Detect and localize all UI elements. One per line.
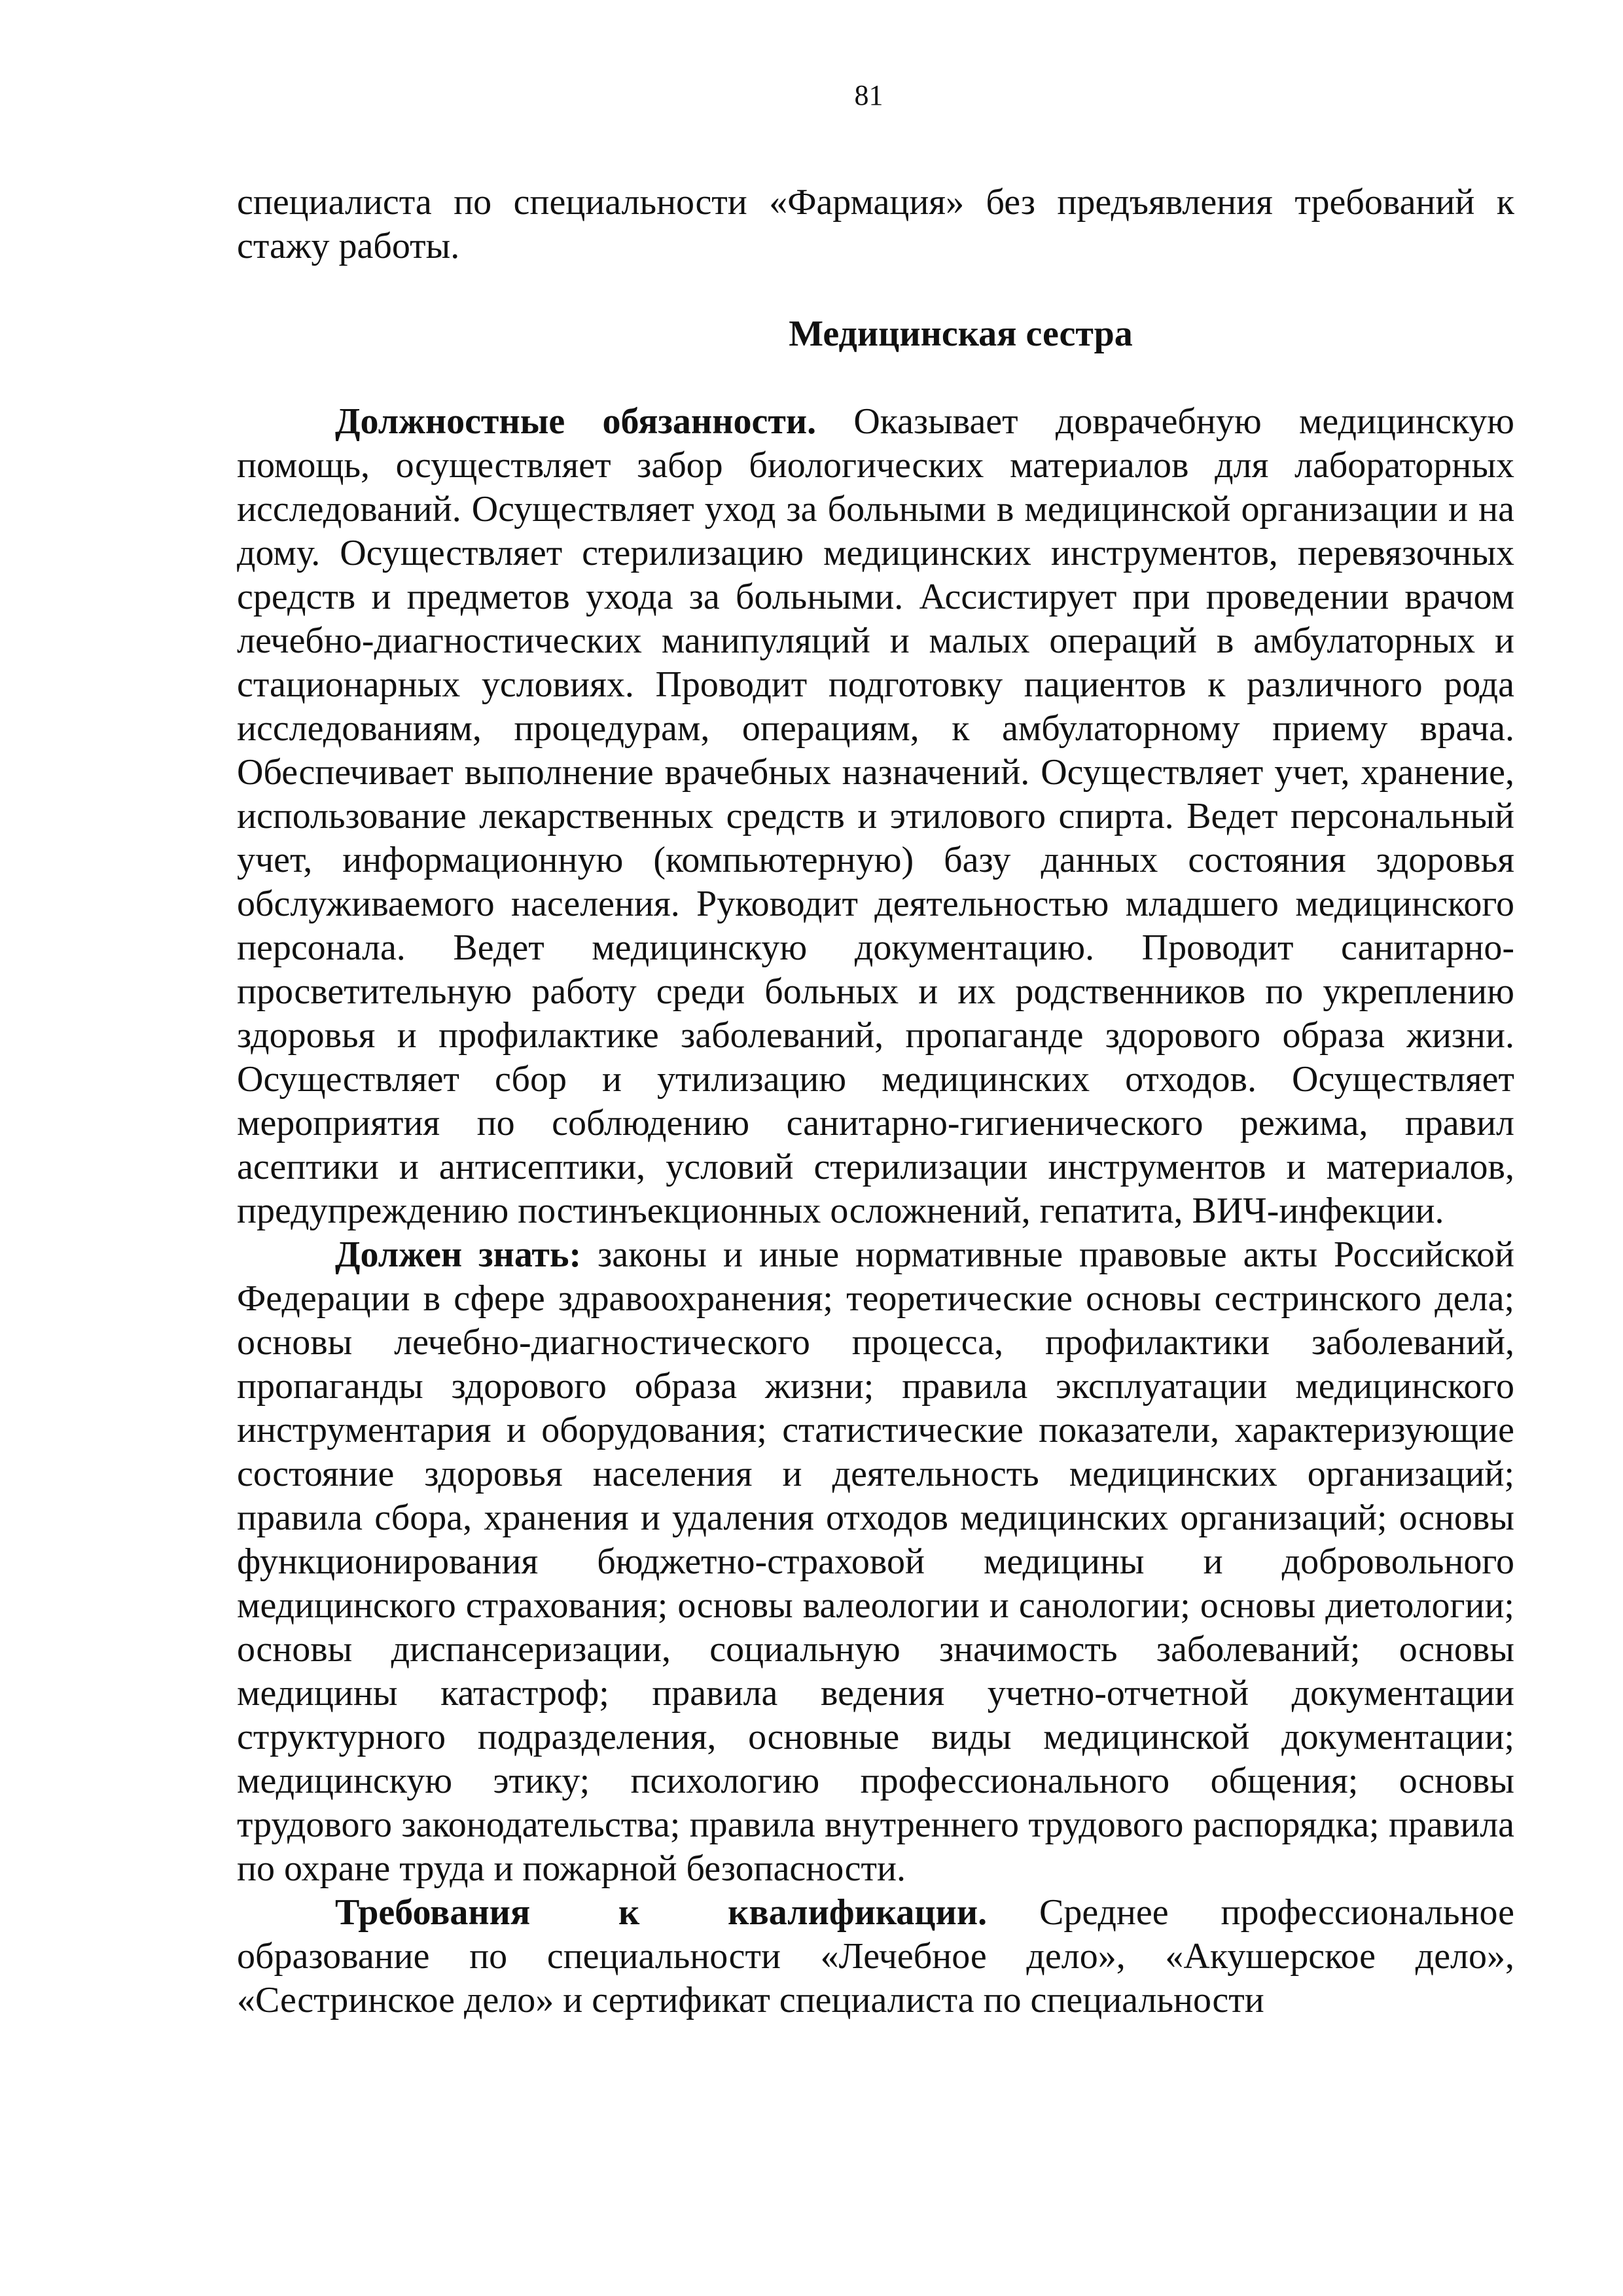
duties-paragraph	[237, 400, 1514, 1233]
duties-label: Должностные обязанности.	[335, 401, 817, 442]
document-body	[237, 181, 1514, 2022]
requirements-text: Среднее профессиональное образование по специальности «Лечебное дело», «Акушерское дело», «Сестринское дело» и сертификат специалиста по специальности	[237, 1892, 1514, 2020]
intro-paragraph: специалиста по специальности «Фармация» без предъявления требований к стажу работы.	[237, 182, 1514, 266]
spacer	[237, 268, 1514, 312]
section-title: Медицинская сестра	[789, 314, 1133, 354]
requirements-paragraph	[237, 1891, 1514, 2022]
duties-text: Оказывает доврачебную медицинскую помощь, осуществляет забор биологических материалов для лабораторных исследований. Осуществляет уход за больными в медицинской организации и на дому. Осуществляет стерилизацию медицинских инструментов, перевязочных средств и предметов ухода за больными. Ассистирует при проведении врачом лечебно-диагностических манипуляций и малых операций в амбулаторных и стационарных условиях. Проводит подготовку пациентов к различного рода исследованиям, процедурам, операциям, к амбулаторному приему врача. Обеспечивает выполнение врачебных назначений. Осуществляет учет, хранение, использование лекарственных средств и этилового спирта. Ведет персональный учет, информационную (компьютерную) базу данных состояния здоровья обслуживаемого населения. Руководит деятельностью младшего медицинского персонала. Ведет медицинскую документацию. Проводит санитарно-просветительную работу среди больных и их родственников по укреплению здоровья и профилактике заболеваний, пропаганде здорового образа жизни. Осуществляет сбор и утилизацию медицинских отходов. Осуществляет мероприятия по соблюдению санитарно-гигиенического режима, правил асептики и антисептики, условий стерилизации инструментов и материалов, предупреждению постинъекционных осложнений, гепатита, ВИЧ-инфекции.	[237, 401, 1514, 1231]
page-number: 81	[854, 79, 883, 111]
must-know-label: Должен знать:	[335, 1234, 582, 1275]
spacer	[237, 356, 1514, 400]
must-know-text: законы и иные нормативные правовые акты Российской Федерации в сфере здравоохранения; теоретические основы сестринского дела; основы лечебно-диагностического процесса, профилактики заболеваний, пропаганды здорового образа жизни; правила эксплуатации медицинского инструментария и оборудования; статистические показатели, характеризующие состояние здоровья населения и деятельность медицинских организаций; правила сбора, хранения и удаления отходов медицинских организаций; основы функционирования бюджетно-страховой медицины и добровольного медицинского страхования; основы валеологии и санологии; основы диетологии; основы диспансеризации, социальную значимость заболеваний; основы медицины катастроф; правила ведения учетно-отчетной документации структурного подразделения, основные виды медицинской документации; медицинскую этику; психологию профессионального общения; основы трудового законодательства; правила внутреннего трудового распорядка; правила по охране труда и пожарной безопасности.	[237, 1234, 1514, 1889]
requirements-label: Требования к квалификации.	[335, 1892, 988, 1933]
must-know-paragraph	[237, 1233, 1514, 1891]
